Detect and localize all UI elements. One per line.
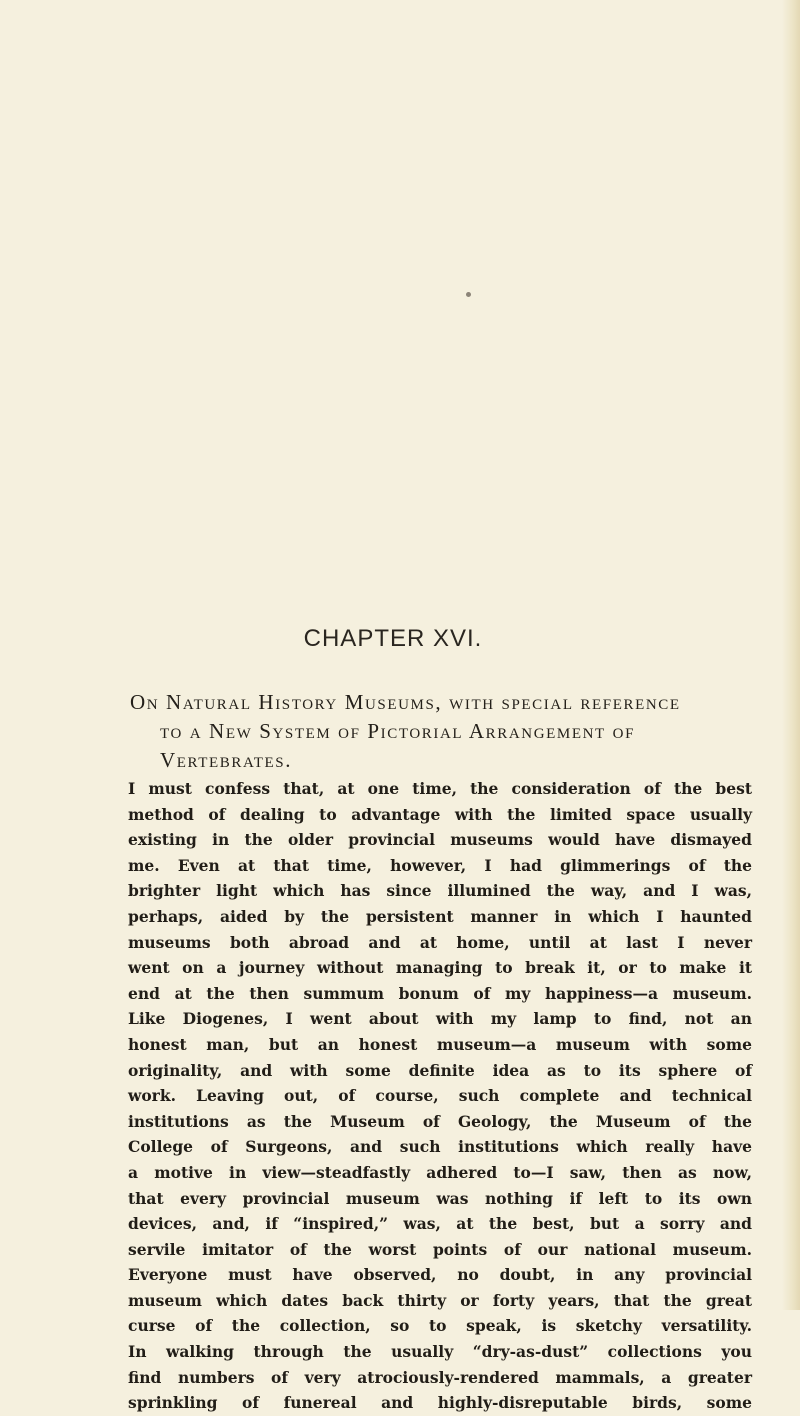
ink-speck xyxy=(466,292,471,297)
text-line: In walking through the usually “dry-as-dust” collections you xyxy=(128,1342,752,1362)
text-line: that every provincial museum was nothing if left to its own xyxy=(128,1188,752,1208)
text-line: end at the then summum bonum of my happiness—a museum. xyxy=(128,983,752,1003)
text-line: originality, and with some definite idea as to its sphere of xyxy=(128,1060,752,1080)
text-line: honest man, but an honest museum—a museum with some xyxy=(128,1034,752,1054)
text-line: servile imitator of the worst points of our national museum. xyxy=(128,1239,752,1259)
subtitle-line: Vertebrates. xyxy=(160,748,293,772)
page-edge-shadow xyxy=(782,0,800,1310)
text-line: institutions as the Museum of Geology, the Museum of the xyxy=(128,1111,752,1131)
chapter-heading: CHAPTER XVI. xyxy=(303,625,483,652)
subtitle-line: On Natural History Museums, with special reference xyxy=(130,690,681,714)
text-line: devices, and, if “inspired,” was, at the best, but a sorry and xyxy=(128,1214,752,1234)
text-line: me. Even at that time, however, I had glimmerings of the xyxy=(128,855,752,875)
text-line: Everyone must have observed, no doubt, in any provincial xyxy=(128,1265,752,1285)
text-line: find numbers of very atrociously-rendered mammals, a greater xyxy=(128,1367,752,1387)
text-line: existing in the older provincial museums would have dismayed xyxy=(128,830,752,850)
text-line: museum which dates back thirty or forty years, that the great xyxy=(128,1290,752,1310)
text-line: method of dealing to advantage with the limited space usually xyxy=(128,804,752,824)
chapter-subtitle xyxy=(130,688,750,775)
text-line: work. Leaving out, of course, such complete and technical xyxy=(128,1086,752,1106)
text-line: museums both abroad and at home, until at last I never xyxy=(128,932,752,952)
text-line: I must confess that, at one time, the consideration of the best xyxy=(128,779,752,798)
text-line: brighter light which has since illumined the way, and I was, xyxy=(128,881,752,901)
text-line: Like Diogenes, I went about with my lamp to find, not an xyxy=(128,1009,752,1029)
text-line: curse of the collection, so to speak, is sketchy versatility. xyxy=(128,1316,752,1336)
text-line: College of Surgeons, and such institutions which really have xyxy=(128,1137,752,1157)
text-line: a motive in view—steadfastly adhered to—I saw, then as now, xyxy=(128,1162,752,1182)
text-line: went on a journey without managing to break it, or to make it xyxy=(128,958,752,978)
text-line: sprinkling of funereal and highly-disreputable birds, some xyxy=(128,1393,752,1413)
text-line: perhaps, aided by the persistent manner in which I haunted xyxy=(128,906,752,926)
body-paragraph xyxy=(128,776,752,1416)
subtitle-line: to a New System of Pictorial Arrangement of xyxy=(160,719,636,743)
